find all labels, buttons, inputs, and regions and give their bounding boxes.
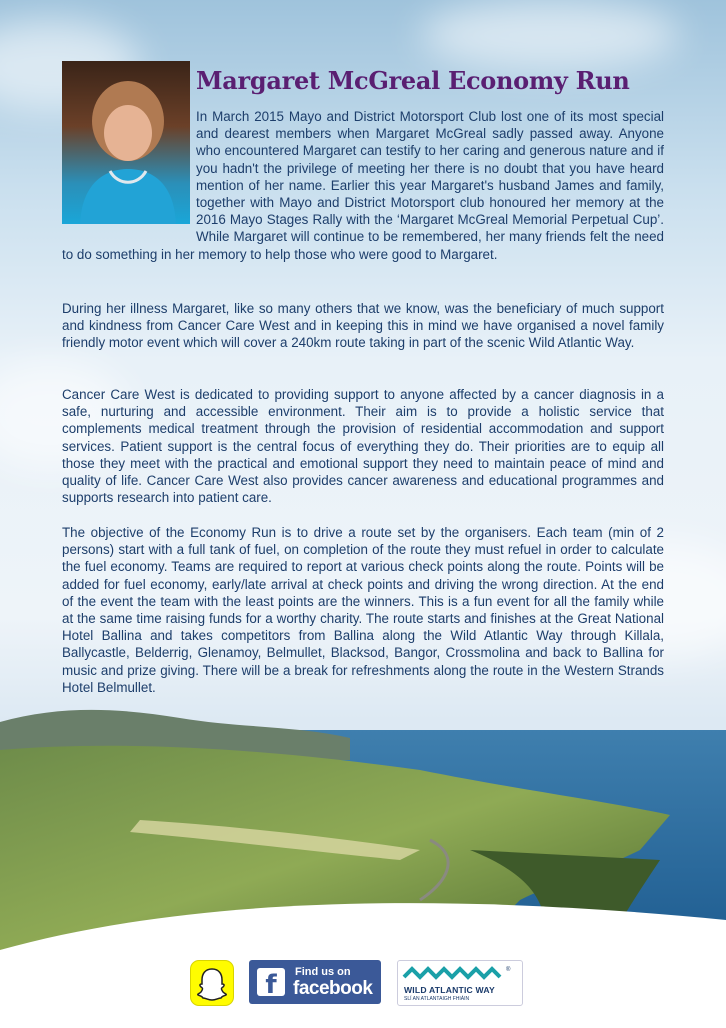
paragraph-illness: During her illness Margaret, like so many others that we know, was the beneficiary of much support and kindness from Cancer Care West and in keeping this in mind we have organised a novel family friendly motor event which will cover a 240km route taking in part of the scenic Wild Atlantic Way. [62, 301, 664, 351]
paragraph-intro-text: In March 2015 Mayo and District Motorsport Club lost one of its most special and dearest members when Margaret McGreal sadly passed away. Anyone who encountered Margaret can testify to her caring and generous nature and if you hadn't the privilege of meeting her there is no doubt that you have heard mention of her name. Earlier this year Margaret's husband James and family, together with Mayo and District Motorsport club honoured her memory at the 2016 Mayo Stages Rally with the ‘Margaret McGreal Memorial Perpetual Cup’. While Margaret will continue to be remembered, her many friends felt the need to do something in her memory to help those who were good to Margaret. [62, 109, 664, 262]
snapchat-link[interactable] [190, 960, 234, 1006]
paragraph-cancer-care-west: Cancer Care West is dedicated to providing support to anyone affected by a cancer diagnosis in a safe, nurturing and accessible environment. Their aim is to provide a holistic service that complements medical treatment through the provision of residential accommodation and support services. Patient support is the central focus of everything they do. Their priorities are to equip all those they meet with the practical and emotional support they need to maintain peace of mind and quality of life. Cancer Care West also provides cancer awareness and educational programmes and supports research into patient care. [62, 387, 664, 506]
facebook-link[interactable] [249, 960, 381, 1004]
wave-logo-icon [398, 961, 522, 987]
paragraph-objective: The objective of the Economy Run is to drive a route set by the organisers. Each team (min of 2 persons) start with a full tank of fuel, on completion of the route they must refuel in order to calculate the fuel economy. Teams are required to report at various check points along the route. Points will be added for fuel economy, early/late arrival at check points and driving the wrong direction. At the end of the event the team with the least points are the winners. This is a fun event for all the family while at the same time raising funds for a worthy charity. The route starts and finishes at the Great National Hotel Ballina and takes competitors from Ballina along the Wild Atlantic Way through Killala, Ballycastle, Belderrig, Glenamoy, Belmullet, Blacksod, Bangor, Crossmolina and back to Ballina for music and prize giving. There will be a break for refreshments along the route in the Western Strands Hotel Belmullet. [62, 525, 664, 695]
article-title: Margaret McGreal Economy Run [196, 66, 630, 95]
registered-mark: ® [506, 967, 511, 973]
facebook-f-icon: f [257, 968, 285, 996]
facebook-wordmark: facebook [293, 978, 373, 999]
wild-atlantic-way-name: WILD ATLANTIC WAY [404, 985, 495, 995]
wild-atlantic-way-logo[interactable] [397, 960, 523, 1006]
footer-social-bar [0, 958, 726, 1008]
snapchat-ghost-icon [191, 961, 233, 1005]
photo-float-spacer [62, 108, 196, 234]
facebook-find-us-text: Find us on [295, 966, 351, 978]
wild-atlantic-way-irish-name: SLÍ AN ATLANTAIGH FHIÁIN [404, 996, 470, 1002]
sky-cloud [420, 0, 680, 70]
paragraph-intro [62, 108, 664, 263]
